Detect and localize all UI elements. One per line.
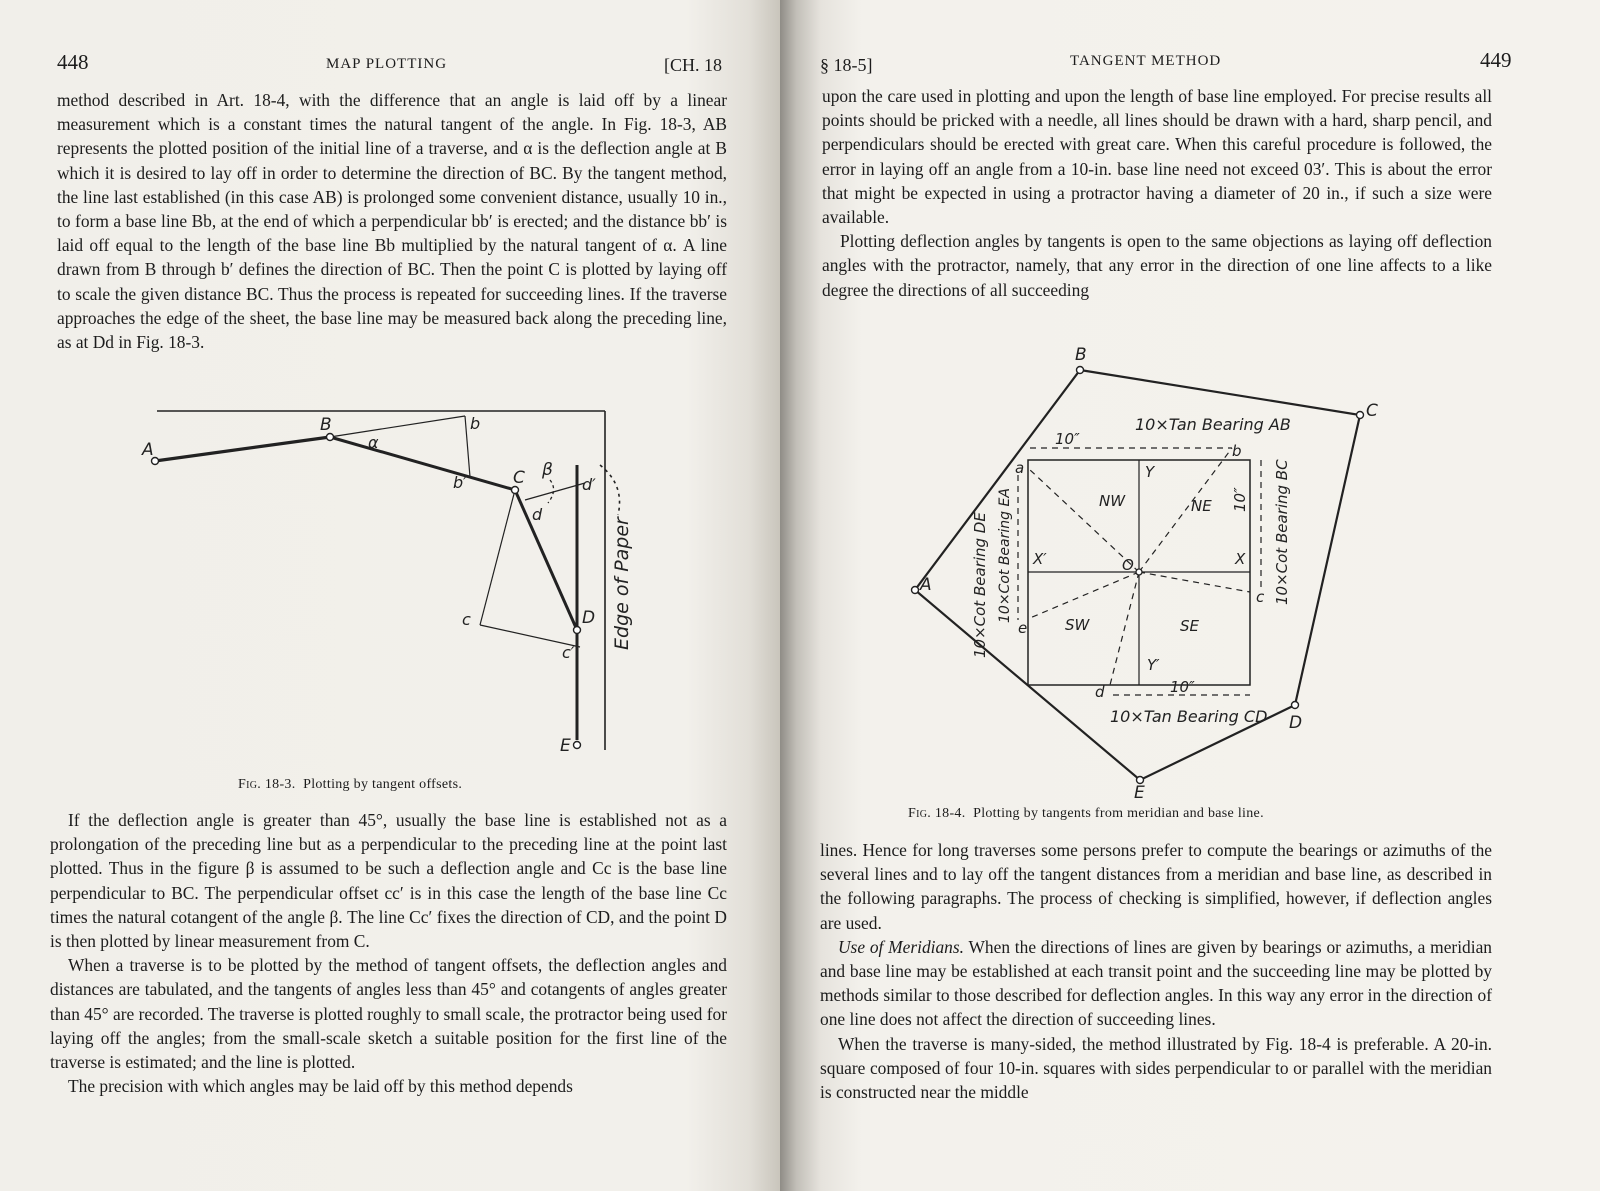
page-number-left: 448 [57, 50, 89, 74]
page-number-right: 449 [1480, 48, 1512, 72]
point-b [1077, 367, 1084, 374]
edge-arrow [600, 465, 620, 515]
left-bottom-text [50, 808, 727, 1098]
run-in-heading: Use of Meridians. [838, 936, 964, 957]
figure-18-3 [130, 405, 640, 765]
label-e: E [560, 736, 571, 756]
running-head-right: TANGENT METHOD [1070, 53, 1222, 69]
figure-18-4 [905, 340, 1395, 800]
label-small-b: b [470, 414, 481, 433]
caption-fig-18-3: Fig. 18-3. Plotting by tangent offsets. [238, 777, 463, 792]
label-d: D [1289, 713, 1303, 733]
label-tan-ab: 10×Tan Bearing AB [1135, 415, 1291, 434]
dash-de [1030, 572, 1139, 618]
line-bc [330, 437, 515, 490]
running-head-left: MAP PLOTTING [326, 56, 448, 72]
label-ten-in-right: 10″ [1231, 487, 1249, 512]
label-b: B [320, 415, 332, 435]
point-c [1357, 412, 1364, 419]
paragraph: method described in Art. 18-4, with the difference that an angle is laid off by a linear measurement which is a constant times the natural tangent of the angle. In Fig. 18-3, AB represents the plotted position of the initial line of a traverse, and α is the deflection angle at B which it is desired to lay off in order to determine the direction of BC. By the tangent method, the line last established (in this case AB) is prolonged some convenient distance, usually 10 in., to form a base line Bb, at the end of which a perpendicular bb′ is erected; and the distance bb′ is laid off equal to the length of the base line Bb multiplied by the natural tangent of α. A line drawn from B through b′ defines the direction of BC. Then the point C is plotted by laying off to scale the given distance BC. Thus the process is repeated for succeeding lines. If the traverse approaches the edge of the sheet, the base line may be measured back along the preceding line, as at Dd in Fig. 18-3. [57, 90, 727, 353]
label-alpha: α [368, 433, 379, 452]
label-b-prime: b′ [453, 473, 467, 492]
point-a [912, 587, 919, 594]
paragraph: Plotting deflection angles by tangents is open to the same objections as laying off deflection angles with the protractor, namely, that any error in the direction of one line affects to a like degree the directions of all succeeding [822, 231, 1492, 300]
label-e-small: e [1018, 619, 1028, 637]
paragraph: If the deflection angle is greater than 45°, usually the base line is established not as a prolongation of the preceding line but as a perpendicular to the preceding line at the point last plotted. Thus in the figure β is assumed to be such a deflection angle and Cc is the base line perpendicular to BC. The perpendicular offset cc′ is in this case the length of the base line Cc times the natural cotangent of the angle β. The line Cc′ fixes the direction of CD, and the point D is then plotted by linear measurement from C. [50, 810, 727, 952]
label-c-small: c [1256, 588, 1265, 606]
label-x-prime: X′ [1033, 550, 1047, 568]
paragraph: upon the care used in plotting and upon the length of base line employed. For precise results all points should be pricked with a needle, all lines should be drawn with a hard, sharp pencil, and perpendiculars should be erected with great care. When this careful procedure is followed, the error in laying off an angle from a 10-in. base line need not exceed 03′. This is about the error that might be expected in using a protractor having a diameter of 20 in., if such a size were available. [822, 86, 1492, 228]
label-c: C [1366, 401, 1378, 421]
point-o [1136, 569, 1142, 575]
label-a: A [142, 440, 154, 460]
label-d-prime: d′ [582, 475, 596, 494]
label-sw: SW [1065, 616, 1090, 634]
label-d: d [532, 505, 543, 524]
caption-fig-18-4: Fig. 18-4. Plotting by tangents from meridian and base line. [908, 806, 1264, 821]
label-ten-in-top: 10″ [1055, 430, 1080, 448]
label-a: A [920, 575, 932, 595]
label-se: SE [1180, 617, 1199, 635]
label-beta: β [542, 460, 553, 480]
left-page [0, 0, 780, 1191]
paragraph: When a traverse is to be plotted by the method of tangent offsets, the deflection angles and distances are tabulated, and the tangents of angles less than 45° and cotangents of angles greater than 45° are recorded. The traverse is plotted roughly to small scale, the protractor being used for laying off the angles; from the small-scale sketch a suitable position for the first line of the traverse is estimated; and the line is plotted. [50, 955, 727, 1073]
label-e: E [1134, 783, 1145, 800]
label-d-point: D [582, 608, 596, 628]
line-ab [155, 437, 330, 461]
label-tan-cd: 10×Tan Bearing CD [1110, 707, 1268, 726]
beta-arc [548, 480, 554, 503]
label-small-c: c [462, 610, 471, 629]
paragraph: When the traverse is many-sided, the method illustrated by Fig. 18-4 is preferable. A 20-in. square composed of four 10-in. squares with sides perpendicular to or parallel with the meridian is constructed near the middle [820, 1033, 1492, 1103]
left-top-text [57, 88, 727, 354]
label-edge-of-paper: Edge of Paper [611, 517, 633, 650]
paragraph: Use of Meridians. When the directions of lines are given by bearings or azimuths, a meridian and base line may be established at each transit point and the succeeding line may be plotted by methods similar to those described for deflection angles. In this way any error in the direction of one line does not affect the direction of succeeding lines. [820, 936, 1492, 1030]
right-bottom-text [820, 838, 1492, 1104]
base-line-cc [480, 490, 515, 625]
label-b-small: b [1232, 442, 1242, 460]
label-ne: NE [1191, 497, 1212, 515]
label-y: Y [1145, 463, 1155, 481]
paragraph: lines. Hence for long traverses some persons prefer to compute the bearings or azimuths of the several lines and to lay off the tangent distances from a meridian and base line, as described in the following paragraphs. The process of checking is simplified, however, if deflection angles are used. [820, 840, 1492, 933]
chapter-ref: [CH. 18 [664, 55, 722, 75]
right-page [780, 0, 1600, 1191]
label-b: B [1075, 345, 1087, 365]
label-x: X [1235, 550, 1246, 568]
label-c-prime: c′ [562, 643, 575, 662]
label-cot-bc: 10×Cot Bearing BC [1273, 459, 1291, 605]
right-top-text [822, 84, 1492, 302]
dash-cd [1110, 572, 1139, 685]
label-a-small: a [1015, 459, 1025, 477]
dash-bc [1139, 572, 1250, 592]
label-o: O [1122, 556, 1134, 574]
label-cot-de: 10×Cot Bearing DE [971, 512, 989, 658]
point-d [574, 627, 581, 634]
label-c: C [513, 468, 525, 488]
label-cot-ea: 10×Cot Bearing EA [997, 488, 1013, 623]
label-nw: NW [1099, 492, 1126, 510]
point-d [1292, 702, 1299, 709]
line-cd [515, 490, 577, 630]
point-e [574, 742, 581, 749]
section-ref: § 18-5] [820, 55, 873, 75]
paragraph: The precision with which angles may be laid off by this method depends [68, 1076, 573, 1097]
label-y-prime: Y′ [1147, 656, 1160, 674]
base-line-bb [330, 416, 465, 437]
label-ten-in-bottom: 10″ [1170, 678, 1195, 696]
label-d-small: d [1095, 683, 1105, 701]
